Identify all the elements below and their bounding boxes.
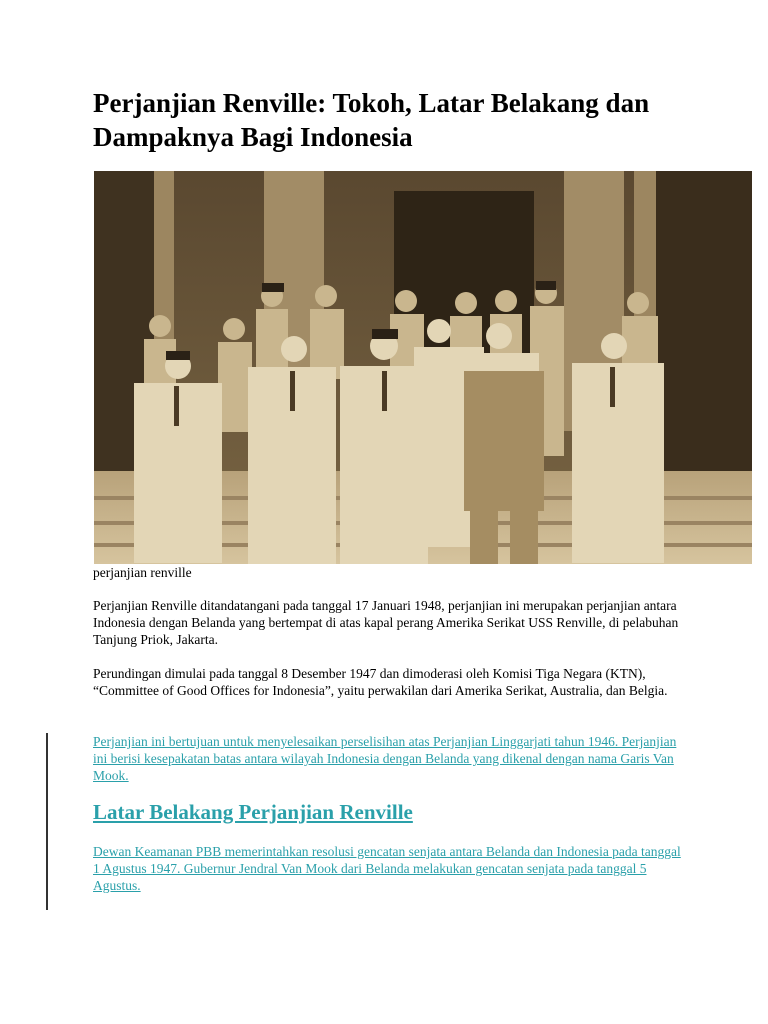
- section-paragraph-link[interactable]: Dewan Keamanan PBB memerintahkan resolusi gencatan senjata antara Belanda dan Indonesia pada tanggal 1 Agustus 1947. Gubernur Jendral Van Mook dari Belanda melakukan gencatan senjata pada tanggal 5 Agustus.: [93, 844, 681, 893]
- link-paragraph[interactable]: Perjanjian ini bertujuan untuk menyelesaikan perselisihan atas Perjanjian Linggarjati tahun 1946. Perjanjian ini berisi kesepakatan batas antara wilayah Indonesia dengan Belanda yang dikenal dengan nama Garis Van Mook.: [93, 734, 677, 783]
- section-heading[interactable]: Latar Belakang Perjanjian Renville: [93, 800, 413, 824]
- margin-revision-bar: [46, 733, 48, 910]
- historical-group-photo: [94, 171, 752, 564]
- paragraph-2: Perundingan dimulai pada tanggal 8 Desember 1947 dan dimoderasi oleh Komisi Tiga Negara (KTN), “Committee of Good Offices for Indonesia”, yaitu perwakilan dari Amerika Serikat, Australia, dan Belgia.: [93, 666, 668, 698]
- paragraph-1: Perjanjian Renville ditandatangani pada tanggal 17 Januari 1948, perjanjian ini merupakan perjanjian antara Indonesia dengan Belanda yang bertempat di atas kapal perang Amerika Serikat USS Renville, di pelabuhan Tanjung Priok, Jakarta.: [93, 598, 679, 647]
- image-caption: perjanjian renville: [93, 565, 192, 580]
- article-title: Perjanjian Renville: Tokoh, Latar Belakang dan Dampaknya Bagi Indonesia: [93, 88, 650, 152]
